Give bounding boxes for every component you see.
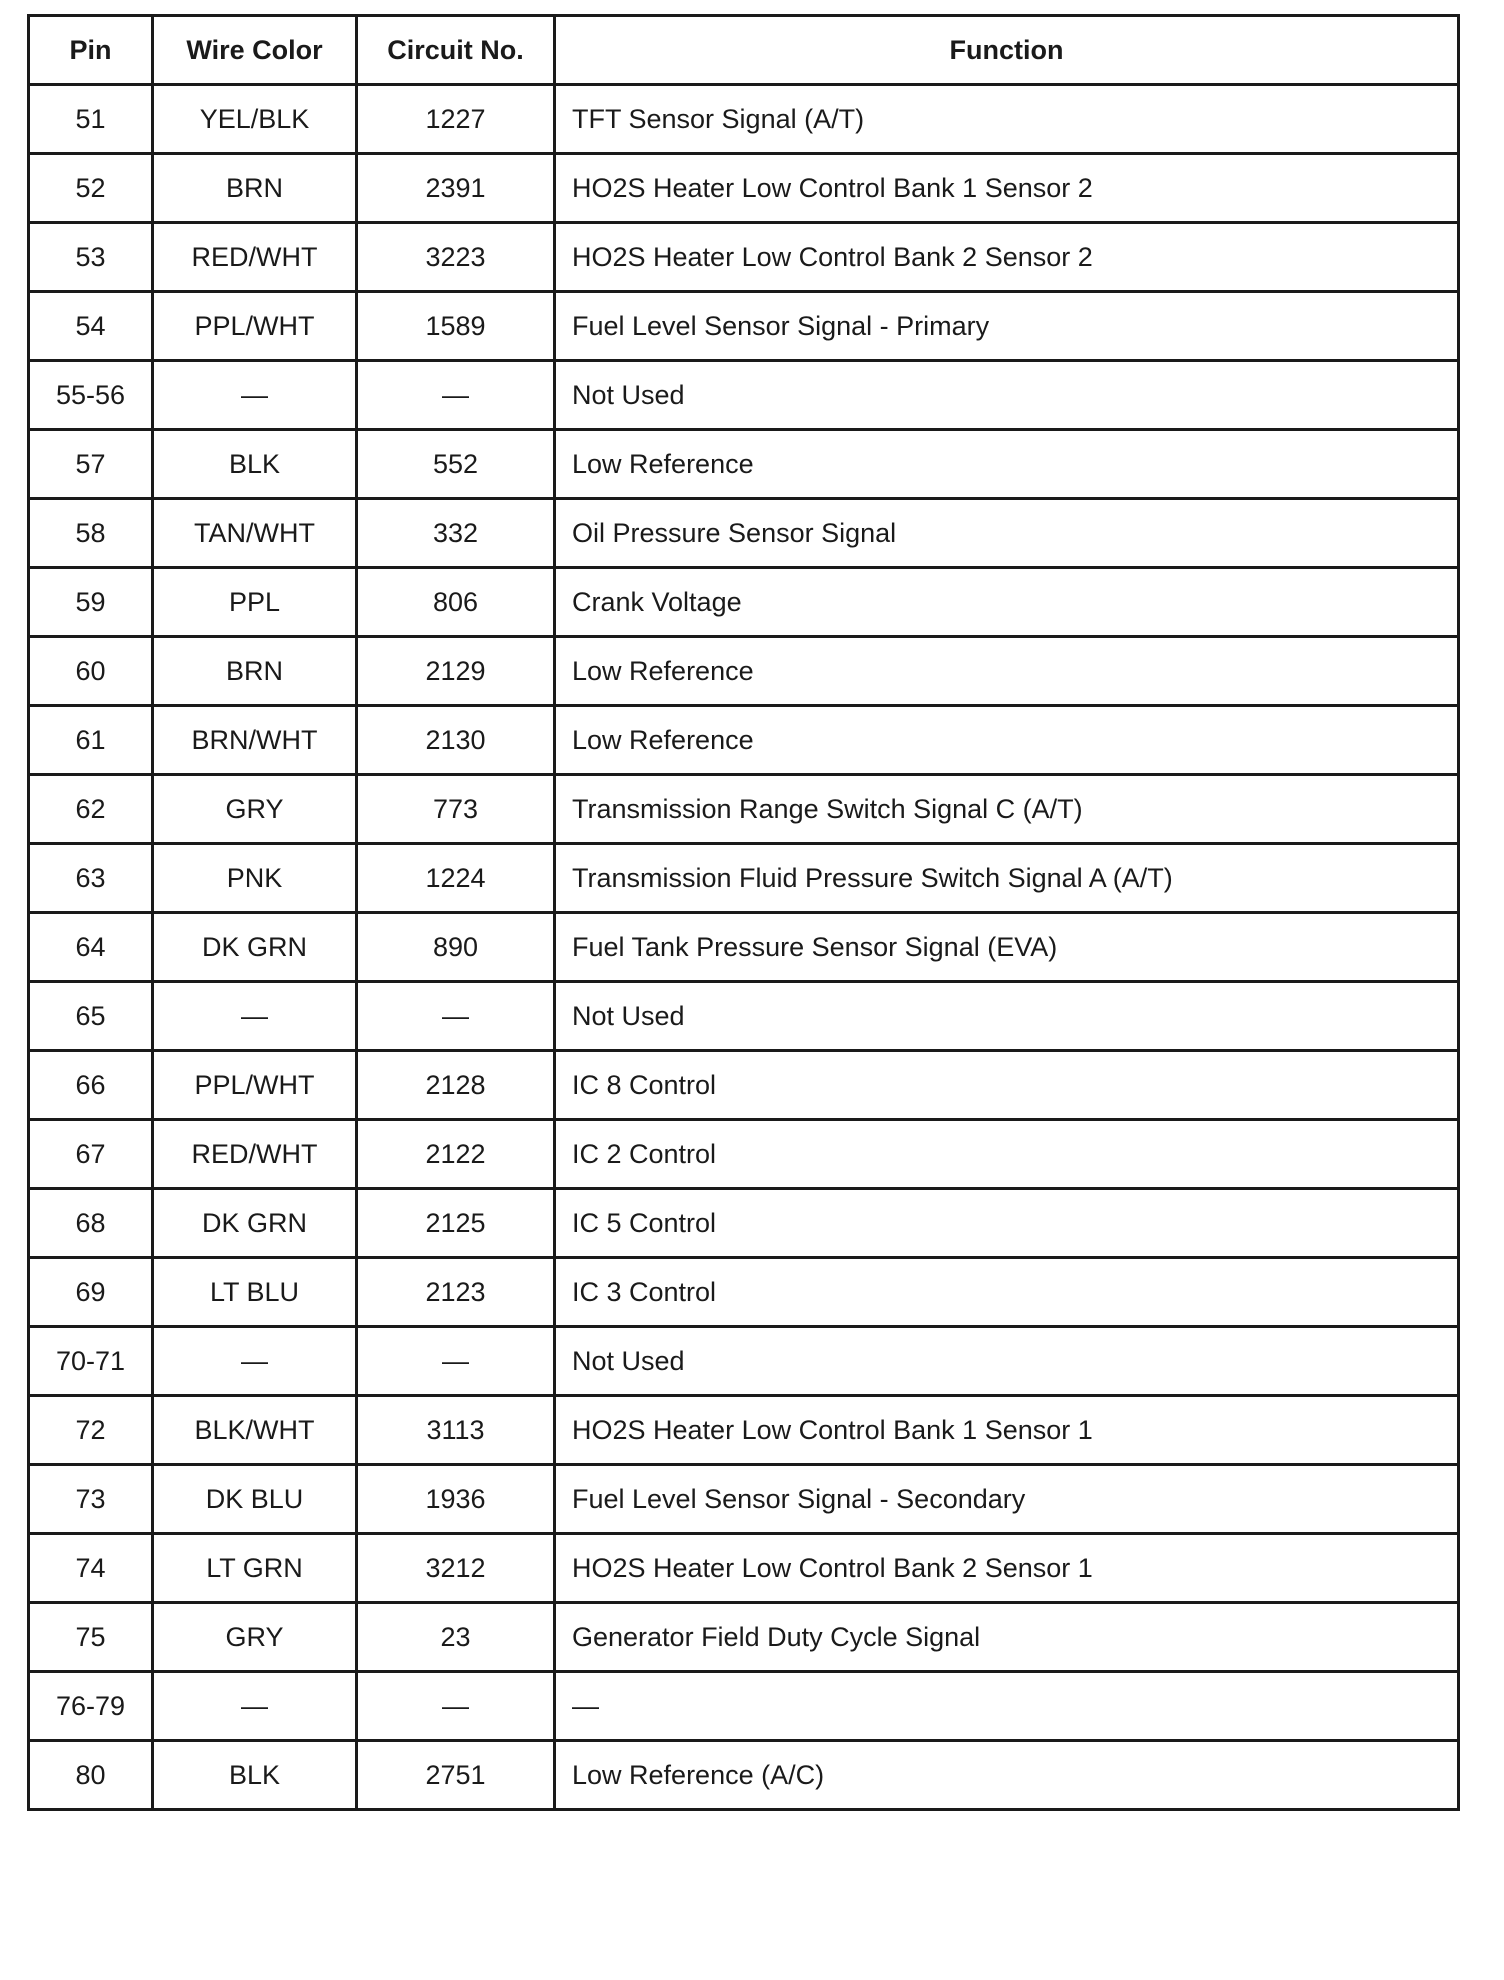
table-row bbox=[29, 223, 1459, 292]
table-row bbox=[29, 154, 1459, 223]
cell-function: — bbox=[555, 1672, 1459, 1741]
cell-function: Low Reference bbox=[555, 430, 1459, 499]
cell-function: HO2S Heater Low Control Bank 1 Sensor 1 bbox=[555, 1396, 1459, 1465]
cell-circuit-no: — bbox=[357, 982, 555, 1051]
cell-pin: 53 bbox=[29, 223, 153, 292]
cell-function: Not Used bbox=[555, 982, 1459, 1051]
cell-wire-color: BLK/WHT bbox=[153, 1396, 357, 1465]
cell-function: HO2S Heater Low Control Bank 2 Sensor 2 bbox=[555, 223, 1459, 292]
connector-pinout-table bbox=[27, 14, 1460, 1811]
cell-wire-color: RED/WHT bbox=[153, 223, 357, 292]
cell-function: Transmission Range Switch Signal C (A/T) bbox=[555, 775, 1459, 844]
cell-circuit-no: 3223 bbox=[357, 223, 555, 292]
cell-function: IC 3 Control bbox=[555, 1258, 1459, 1327]
table-row bbox=[29, 1603, 1459, 1672]
cell-circuit-no: 806 bbox=[357, 568, 555, 637]
cell-wire-color: BRN bbox=[153, 154, 357, 223]
cell-circuit-no: — bbox=[357, 361, 555, 430]
table-row bbox=[29, 1051, 1459, 1120]
cell-pin: 59 bbox=[29, 568, 153, 637]
cell-function: IC 5 Control bbox=[555, 1189, 1459, 1258]
table-row bbox=[29, 1396, 1459, 1465]
cell-function: Transmission Fluid Pressure Switch Signal A (A/T) bbox=[555, 844, 1459, 913]
cell-circuit-no: 1936 bbox=[357, 1465, 555, 1534]
cell-circuit-no: 2129 bbox=[357, 637, 555, 706]
cell-function: Low Reference bbox=[555, 637, 1459, 706]
cell-function: Not Used bbox=[555, 361, 1459, 430]
cell-circuit-no: 552 bbox=[357, 430, 555, 499]
cell-pin: 62 bbox=[29, 775, 153, 844]
cell-pin: 67 bbox=[29, 1120, 153, 1189]
cell-wire-color: — bbox=[153, 982, 357, 1051]
cell-wire-color: TAN/WHT bbox=[153, 499, 357, 568]
cell-pin: 70-71 bbox=[29, 1327, 153, 1396]
cell-function: Generator Field Duty Cycle Signal bbox=[555, 1603, 1459, 1672]
cell-circuit-no: 3212 bbox=[357, 1534, 555, 1603]
cell-wire-color: GRY bbox=[153, 775, 357, 844]
cell-circuit-no: 2128 bbox=[357, 1051, 555, 1120]
cell-pin: 58 bbox=[29, 499, 153, 568]
cell-pin: 68 bbox=[29, 1189, 153, 1258]
cell-wire-color: YEL/BLK bbox=[153, 85, 357, 154]
cell-wire-color: — bbox=[153, 361, 357, 430]
cell-circuit-no: 2130 bbox=[357, 706, 555, 775]
cell-pin: 61 bbox=[29, 706, 153, 775]
table-row bbox=[29, 361, 1459, 430]
cell-wire-color: DK BLU bbox=[153, 1465, 357, 1534]
header-function: Function bbox=[555, 16, 1459, 85]
table-row bbox=[29, 775, 1459, 844]
cell-wire-color: PPL/WHT bbox=[153, 1051, 357, 1120]
cell-wire-color: — bbox=[153, 1327, 357, 1396]
cell-function: HO2S Heater Low Control Bank 2 Sensor 1 bbox=[555, 1534, 1459, 1603]
cell-pin: 69 bbox=[29, 1258, 153, 1327]
table-row bbox=[29, 85, 1459, 154]
cell-circuit-no: 23 bbox=[357, 1603, 555, 1672]
cell-pin: 54 bbox=[29, 292, 153, 361]
cell-pin: 63 bbox=[29, 844, 153, 913]
cell-circuit-no: 890 bbox=[357, 913, 555, 982]
cell-pin: 64 bbox=[29, 913, 153, 982]
cell-circuit-no: 1224 bbox=[357, 844, 555, 913]
table-row bbox=[29, 1120, 1459, 1189]
cell-wire-color: LT GRN bbox=[153, 1534, 357, 1603]
cell-pin: 80 bbox=[29, 1741, 153, 1810]
header-circuit-no: Circuit No. bbox=[357, 16, 555, 85]
cell-pin: 76-79 bbox=[29, 1672, 153, 1741]
cell-wire-color: PPL bbox=[153, 568, 357, 637]
cell-pin: 51 bbox=[29, 85, 153, 154]
cell-wire-color: DK GRN bbox=[153, 913, 357, 982]
table-row bbox=[29, 844, 1459, 913]
cell-function: Not Used bbox=[555, 1327, 1459, 1396]
cell-pin: 60 bbox=[29, 637, 153, 706]
cell-wire-color: PNK bbox=[153, 844, 357, 913]
cell-circuit-no: 773 bbox=[357, 775, 555, 844]
cell-function: HO2S Heater Low Control Bank 1 Sensor 2 bbox=[555, 154, 1459, 223]
table-row bbox=[29, 1258, 1459, 1327]
table-body bbox=[29, 85, 1459, 1810]
cell-circuit-no: 2751 bbox=[357, 1741, 555, 1810]
cell-pin: 72 bbox=[29, 1396, 153, 1465]
cell-function: TFT Sensor Signal (A/T) bbox=[555, 85, 1459, 154]
table-row bbox=[29, 292, 1459, 361]
table-row bbox=[29, 982, 1459, 1051]
header-wire-color: Wire Color bbox=[153, 16, 357, 85]
cell-pin: 74 bbox=[29, 1534, 153, 1603]
cell-pin: 73 bbox=[29, 1465, 153, 1534]
table-row bbox=[29, 430, 1459, 499]
cell-circuit-no: 2391 bbox=[357, 154, 555, 223]
cell-wire-color: DK GRN bbox=[153, 1189, 357, 1258]
table-row bbox=[29, 1672, 1459, 1741]
cell-function: IC 2 Control bbox=[555, 1120, 1459, 1189]
cell-circuit-no: 2122 bbox=[357, 1120, 555, 1189]
table-row bbox=[29, 1465, 1459, 1534]
table-row bbox=[29, 913, 1459, 982]
cell-wire-color: — bbox=[153, 1672, 357, 1741]
table-row bbox=[29, 637, 1459, 706]
cell-wire-color: PPL/WHT bbox=[153, 292, 357, 361]
header-pin: Pin bbox=[29, 16, 153, 85]
cell-function: Fuel Tank Pressure Sensor Signal (EVA) bbox=[555, 913, 1459, 982]
cell-function: Oil Pressure Sensor Signal bbox=[555, 499, 1459, 568]
cell-pin: 75 bbox=[29, 1603, 153, 1672]
cell-function: Low Reference (A/C) bbox=[555, 1741, 1459, 1810]
cell-circuit-no: — bbox=[357, 1672, 555, 1741]
table-row bbox=[29, 499, 1459, 568]
cell-function: Fuel Level Sensor Signal - Primary bbox=[555, 292, 1459, 361]
cell-circuit-no: — bbox=[357, 1327, 555, 1396]
table-header-row bbox=[29, 16, 1459, 85]
table-row bbox=[29, 706, 1459, 775]
cell-wire-color: RED/WHT bbox=[153, 1120, 357, 1189]
cell-wire-color: BRN/WHT bbox=[153, 706, 357, 775]
cell-wire-color: BRN bbox=[153, 637, 357, 706]
cell-wire-color: LT BLU bbox=[153, 1258, 357, 1327]
cell-pin: 57 bbox=[29, 430, 153, 499]
cell-circuit-no: 332 bbox=[357, 499, 555, 568]
cell-wire-color: GRY bbox=[153, 1603, 357, 1672]
table-row bbox=[29, 1534, 1459, 1603]
cell-function: Low Reference bbox=[555, 706, 1459, 775]
cell-wire-color: BLK bbox=[153, 1741, 357, 1810]
cell-function: Fuel Level Sensor Signal - Secondary bbox=[555, 1465, 1459, 1534]
cell-function: IC 8 Control bbox=[555, 1051, 1459, 1120]
cell-circuit-no: 3113 bbox=[357, 1396, 555, 1465]
table-row bbox=[29, 1327, 1459, 1396]
cell-circuit-no: 1589 bbox=[357, 292, 555, 361]
cell-pin: 55-56 bbox=[29, 361, 153, 430]
cell-pin: 65 bbox=[29, 982, 153, 1051]
table-row bbox=[29, 1189, 1459, 1258]
table-row bbox=[29, 1741, 1459, 1810]
table-row bbox=[29, 568, 1459, 637]
cell-pin: 66 bbox=[29, 1051, 153, 1120]
cell-circuit-no: 2123 bbox=[357, 1258, 555, 1327]
cell-wire-color: BLK bbox=[153, 430, 357, 499]
cell-circuit-no: 2125 bbox=[357, 1189, 555, 1258]
cell-circuit-no: 1227 bbox=[357, 85, 555, 154]
cell-pin: 52 bbox=[29, 154, 153, 223]
cell-function: Crank Voltage bbox=[555, 568, 1459, 637]
